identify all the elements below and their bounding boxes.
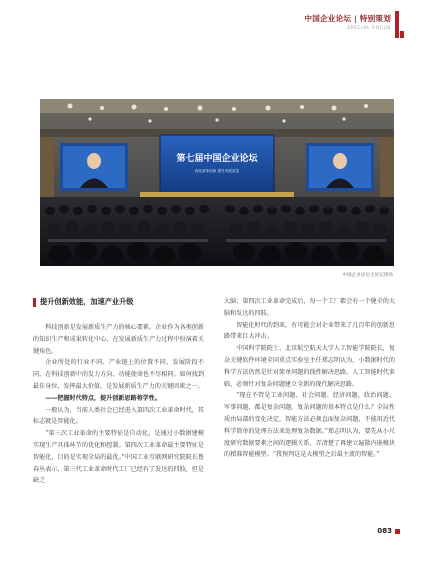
article-left-column [33, 322, 204, 487]
photo-caption: 中国企业论坛主论坛现场 [342, 273, 393, 278]
forum-hall-illustration [40, 99, 394, 266]
forum-venue-photo [40, 99, 394, 266]
header-accent-bar [395, 11, 399, 38]
section-heading-text: 提升创新效能，加速产业升级 [40, 297, 134, 306]
section-heading-marker [33, 298, 36, 307]
article-paragraph: 一般认为，当前人类社会已经进入第四次工业革命时代，其标志就是智能化。 [33, 406, 204, 426]
stage-subtitle-text: 深化改革创新 提升发展质量 [194, 169, 240, 173]
header-accent-tip [400, 31, 404, 38]
article-paragraph: 企业所处的行业不同、产业链上的位置不同、发展阶段不同，在科技创新中的发力方向、功能使命也不尽相同。如何找到最佳身位，发挥最大价值，是发展新质生产力的关键因素之一。 [33, 359, 204, 390]
magazine-section-title: 中国企业论坛 | 特别策划 [304, 14, 391, 23]
section-heading [33, 296, 133, 308]
magazine-section-subtitle: SPECIAL FOCUS [347, 26, 391, 31]
article-right-column [224, 296, 395, 461]
article-subheading: ——把握时代特点，提升创新思路将学性。 [45, 394, 161, 402]
page-number: 083 [377, 527, 392, 535]
page-number-marker [395, 529, 400, 534]
article-paragraph: 中国科学院院士、北京航空航天大学人工智能学院院长，复杂关键软件环境全国重点实验室主任郑志明认为，小数据时代的科学方法仍然是针对简单问题的线性解决思路，人工智能时代来临，必须针对复杂问题建立全新的现代解决思路。 [224, 345, 395, 388]
article-paragraph: 智能化时代的到来，有可能会对企业带来了几百年的创新思路带来巨大冲击。 [224, 321, 395, 341]
article-paragraph: “第三次工业革命的主要特征是自动化，是通过小数据建模实现生产具体环节的优化和控制。第四次工业革命最主要特征是智能化，目的是实现全局的最优。”中国工业互联网研究院院长鲁春丛表示，第三代工业革命时代工厂已经有了发达的四肢，但是缺乏 [33, 430, 204, 485]
stage-title-text: 第七届中国企业论坛 [176, 154, 258, 164]
article-paragraph: 科技创新是发展新质生产力的核心要素。企业作为各类创新的知识生产和成果转化中心，在发展新质生产力过程中扮演着关键角色。 [33, 324, 204, 355]
article-paragraph: 大脑；第四次工业革命完成后，每一个工厂都会有一个健全的大脑和发达的四肢。 [224, 298, 395, 317]
article-paragraph: “现在不管是工业问题、社会问题、经济问题、政治问题、军事问题，都是复杂问题。复杂问题的基本特点是什么？全局性质由局部的变化决定，智能方法必须直面复杂问题，不能用近代科学简单的处理方法来处理复杂数据。”郑志明认为，要先从小尺度研究数据要素之间的逻辑关系，弄清楚了再建立遍散内嵌模块的精准智能模型。“我预判这是大模型之后最主流的智能。” [224, 392, 395, 459]
main-stage-screen [160, 135, 274, 195]
